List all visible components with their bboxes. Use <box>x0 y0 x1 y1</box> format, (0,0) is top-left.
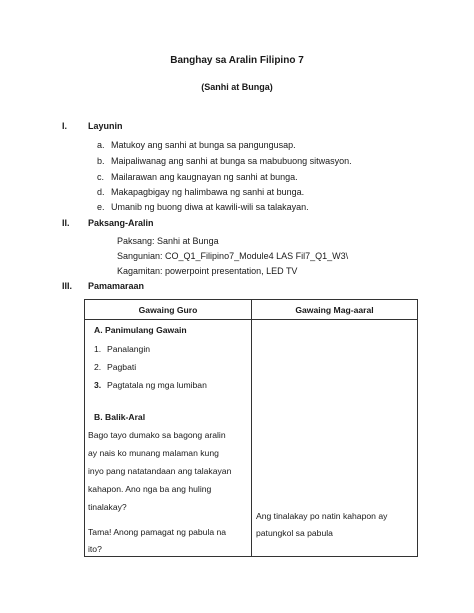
document-subtitle: (Sanhi at Bunga) <box>201 82 273 92</box>
objective-text: Matukoy ang sanhi at bunga sa pangungusap. <box>111 140 296 150</box>
answer-line: Ang tinalakay po natin kahapon ay <box>256 511 388 521</box>
kagamitan-line: Kagamitan: powerpoint presentation, LED TV <box>117 266 298 276</box>
balik-aral-line: inyo pang natatandaan ang talakayan <box>88 466 232 476</box>
objective-item <box>97 140 296 150</box>
objective-item <box>97 202 309 212</box>
section-number: II. <box>62 218 70 228</box>
objective-item <box>97 156 352 166</box>
list-item <box>94 362 136 372</box>
guro-cell <box>85 320 252 557</box>
tama-line: Tama! Anong pamagat ng pabula na <box>88 527 227 537</box>
paksang-line: Paksang: Sanhi at Bunga <box>117 236 219 246</box>
list-item <box>94 380 207 390</box>
column-header-gawaing-guro: Gawaing Guro <box>85 300 252 320</box>
document-title: Banghay sa Aralin Filipino 7 <box>170 55 304 66</box>
step-text: Pagtatala ng mga lumiban <box>107 380 207 390</box>
section-pamamaraan <box>62 281 144 291</box>
section-heading: Paksang-Aralin <box>88 218 154 228</box>
balik-aral-line: ay nais ko munang malaman kung <box>88 448 219 458</box>
step-text: Panalangin <box>107 344 151 354</box>
objective-letter: a. <box>97 140 105 150</box>
table-header-row <box>85 300 418 320</box>
section-paksang-aralin <box>62 218 154 228</box>
table-row <box>85 320 418 557</box>
procedure-table <box>84 299 418 557</box>
objective-item <box>97 172 298 182</box>
panimulang-gawain-heading: A. Panimulang Gawain <box>94 325 187 335</box>
balik-aral-line: kahapon. Ano nga ba ang huling <box>88 484 212 494</box>
mag-aaral-cell <box>252 320 418 557</box>
sangunian-line: Sangunian: CO_Q1_Filipino7_Module4 LAS Fil7_Q1_W3\ <box>117 251 349 261</box>
balik-aral-heading: B. Balik-Aral <box>94 412 146 422</box>
objective-letter: d. <box>97 187 105 197</box>
objective-item <box>97 187 304 197</box>
objective-text: Umanib ng buong diwa at kawili-wili sa talakayan. <box>111 202 309 212</box>
objective-letter: e. <box>97 202 105 212</box>
step-text: Pagbati <box>107 362 137 372</box>
section-layunin <box>62 121 123 131</box>
objective-text: Maipaliwanag ang sanhi at bunga sa mabubuong sitwasyon. <box>111 156 352 166</box>
objective-text: Mailarawan ang kaugnayan ng sanhi at bunga. <box>111 172 298 182</box>
balik-aral-line: Bago tayo dumako sa bagong aralin <box>88 430 226 440</box>
section-heading: Layunin <box>88 121 123 131</box>
tama-line: ito? <box>88 544 102 554</box>
section-number: III. <box>62 281 73 291</box>
balik-aral-line: tinalakay? <box>88 502 127 512</box>
step-number: 1. <box>94 344 102 354</box>
section-number: I. <box>62 121 68 131</box>
column-header-gawaing-mag-aaral: Gawaing Mag-aaral <box>252 300 418 320</box>
answer-line: patungkol sa pabula <box>256 528 333 538</box>
list-item <box>94 344 150 354</box>
step-number: 3. <box>94 380 102 390</box>
objective-text: Makapagbigay ng halimbawa ng sanhi at bunga. <box>111 187 305 197</box>
objective-letter: b. <box>97 156 105 166</box>
objective-letter: c. <box>97 172 105 182</box>
section-heading: Pamamaraan <box>88 281 145 291</box>
step-number: 2. <box>94 362 102 372</box>
